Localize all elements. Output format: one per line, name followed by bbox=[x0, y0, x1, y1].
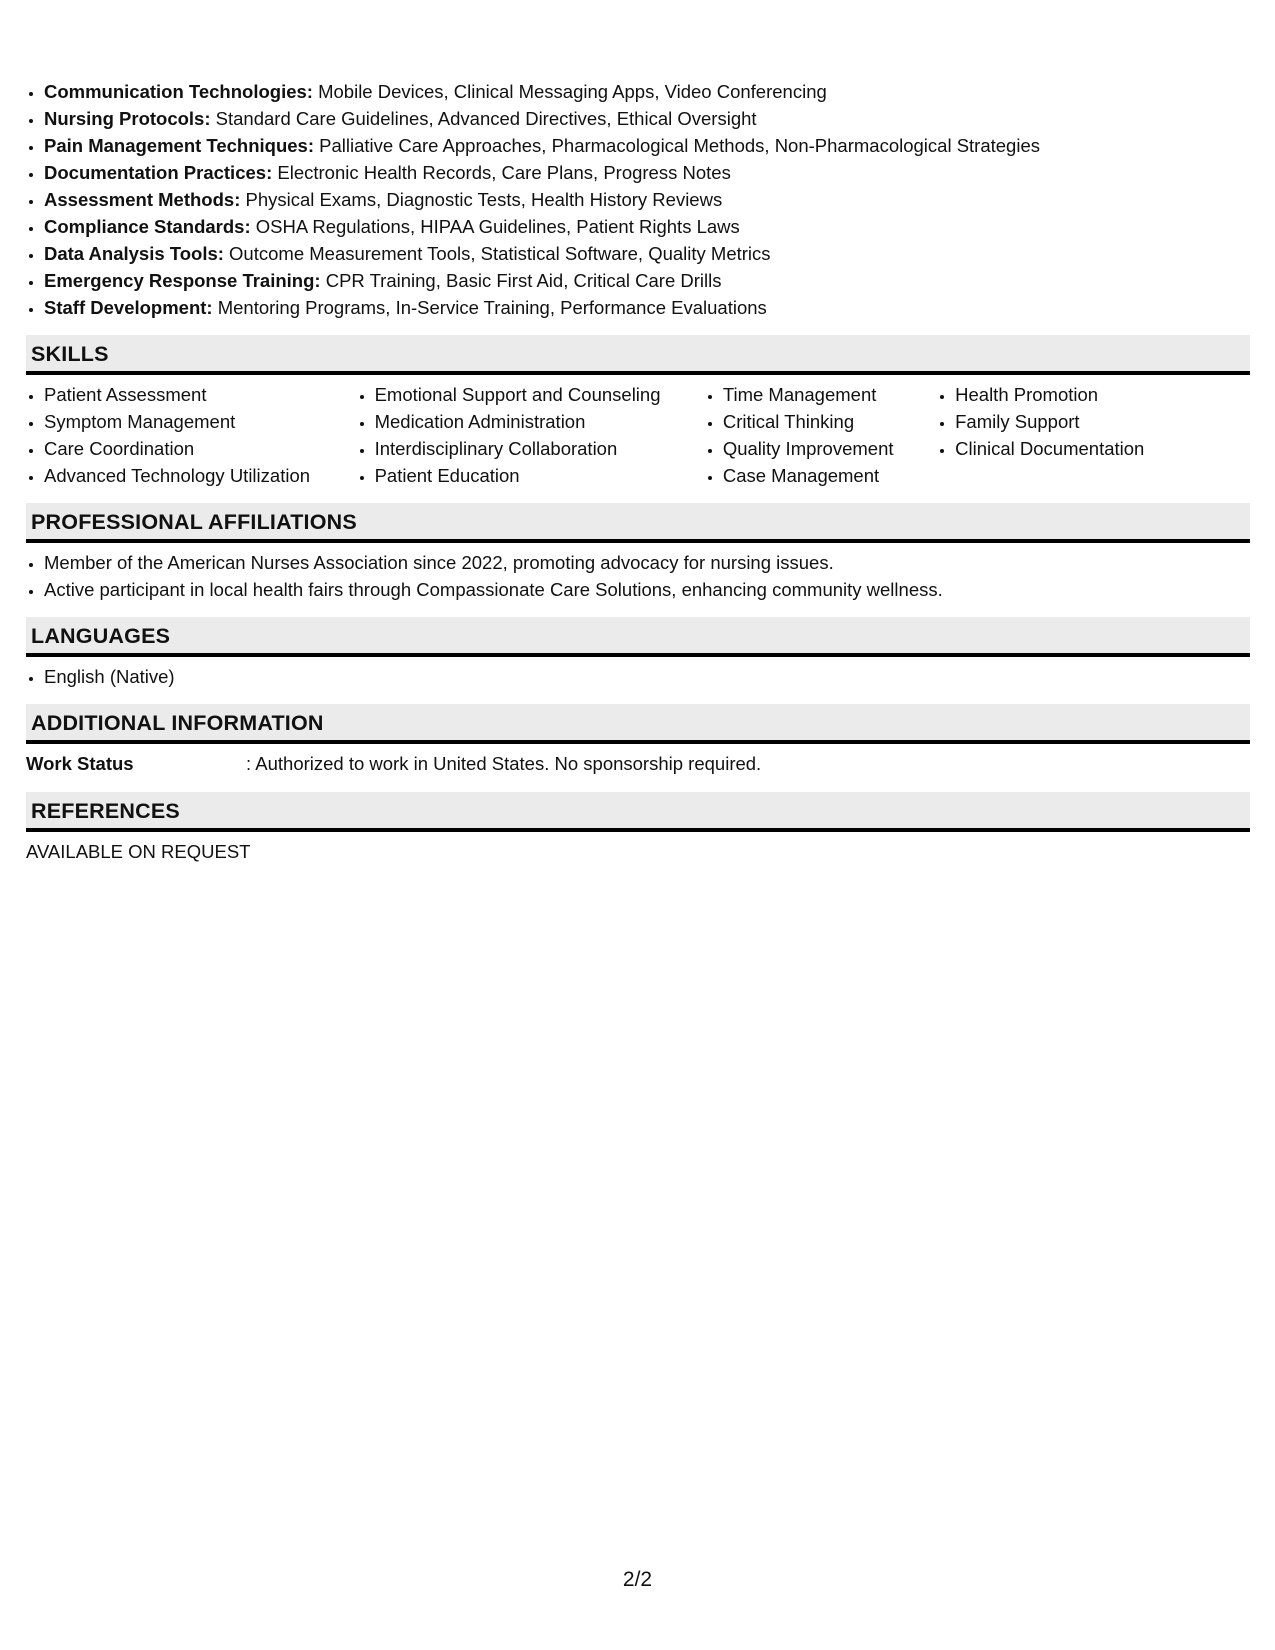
list-item: • Medication Administration bbox=[375, 408, 705, 435]
list-item: • Interdisciplinary Collaboration bbox=[375, 435, 705, 462]
item-label: Communication Technologies: bbox=[44, 81, 313, 102]
list-item: • Active participant in local health fairs through Compassionate Care Solutions, enhancing community wellness. bbox=[44, 576, 1250, 603]
section-heading-references: REFERENCES bbox=[26, 792, 1250, 832]
resume-page bbox=[26, 78, 1250, 866]
languages-list bbox=[26, 663, 1250, 690]
item-text: Physical Exams, Diagnostic Tests, Health History Reviews bbox=[245, 189, 723, 210]
list-item: • Family Support bbox=[955, 408, 1250, 435]
technical-skills-list bbox=[26, 78, 1250, 321]
list-item: • Clinical Documentation bbox=[955, 435, 1250, 462]
skills-column bbox=[357, 381, 705, 489]
section-heading-languages: LANGUAGES bbox=[26, 617, 1250, 657]
list-item: • Critical Thinking bbox=[723, 408, 937, 435]
item-text: OSHA Regulations, HIPAA Guidelines, Patient Rights Laws bbox=[255, 216, 740, 237]
list-item: • English (Native) bbox=[44, 663, 1250, 690]
list-item: • Advanced Technology Utilization bbox=[44, 462, 357, 489]
skills-column bbox=[26, 381, 357, 489]
list-item: • Symptom Management bbox=[44, 408, 357, 435]
skills-column bbox=[937, 381, 1250, 489]
page-number: 2/2 bbox=[622, 1568, 653, 1591]
item-text: Mentoring Programs, In-Service Training, Performance Evaluations bbox=[217, 297, 767, 318]
references-text: AVAILABLE ON REQUEST bbox=[26, 841, 251, 862]
list-item: • Case Management bbox=[723, 462, 937, 489]
work-status-value: : Authorized to work in United States. No sponsorship required. bbox=[246, 753, 762, 774]
list-item bbox=[44, 105, 1250, 132]
list-item: • Time Management bbox=[723, 381, 937, 408]
list-item: • Emotional Support and Counseling bbox=[375, 381, 705, 408]
item-label: Documentation Practices: bbox=[44, 162, 273, 183]
item-label: Nursing Protocols: bbox=[44, 108, 211, 129]
list-item bbox=[44, 132, 1250, 159]
list-item: • Health Promotion bbox=[955, 381, 1250, 408]
skills-grid bbox=[26, 381, 1250, 489]
list-item bbox=[44, 267, 1250, 294]
section-heading-affiliations: PROFESSIONAL AFFILIATIONS bbox=[26, 503, 1250, 543]
item-label: Pain Management Techniques: bbox=[44, 135, 315, 156]
list-item: • Patient Assessment bbox=[44, 381, 357, 408]
affiliations-list bbox=[26, 549, 1250, 603]
work-status-label: Work Status bbox=[26, 753, 134, 774]
item-text: Palliative Care Approaches, Pharmacological Methods, Non-Pharmacological Strategies bbox=[319, 135, 1040, 156]
list-item bbox=[44, 159, 1250, 186]
item-text: Electronic Health Records, Care Plans, Progress Notes bbox=[277, 162, 731, 183]
item-label: Emergency Response Training: bbox=[44, 270, 321, 291]
list-item bbox=[44, 294, 1250, 321]
list-item bbox=[44, 186, 1250, 213]
item-text: Mobile Devices, Clinical Messaging Apps, Video Conferencing bbox=[318, 81, 827, 102]
list-item: • Patient Education bbox=[375, 462, 705, 489]
item-text: CPR Training, Basic First Aid, Critical Care Drills bbox=[325, 270, 722, 291]
list-item: • Quality Improvement bbox=[723, 435, 937, 462]
section-heading-additional-information: ADDITIONAL INFORMATION bbox=[26, 704, 1250, 744]
skills-column bbox=[705, 381, 937, 489]
item-label: Staff Development: bbox=[44, 297, 213, 318]
item-text: Standard Care Guidelines, Advanced Directives, Ethical Oversight bbox=[215, 108, 757, 129]
item-text: Outcome Measurement Tools, Statistical Software, Quality Metrics bbox=[229, 243, 771, 264]
list-item: • Member of the American Nurses Association since 2022, promoting advocacy for nursing issues. bbox=[44, 549, 1250, 576]
work-status-row bbox=[26, 750, 1250, 778]
list-item bbox=[44, 213, 1250, 240]
item-label: Compliance Standards: bbox=[44, 216, 251, 237]
item-label: Assessment Methods: bbox=[44, 189, 241, 210]
item-label: Data Analysis Tools: bbox=[44, 243, 224, 264]
section-heading-skills: SKILLS bbox=[26, 335, 1250, 375]
list-item bbox=[44, 240, 1250, 267]
list-item bbox=[44, 78, 1250, 105]
list-item: • Care Coordination bbox=[44, 435, 357, 462]
